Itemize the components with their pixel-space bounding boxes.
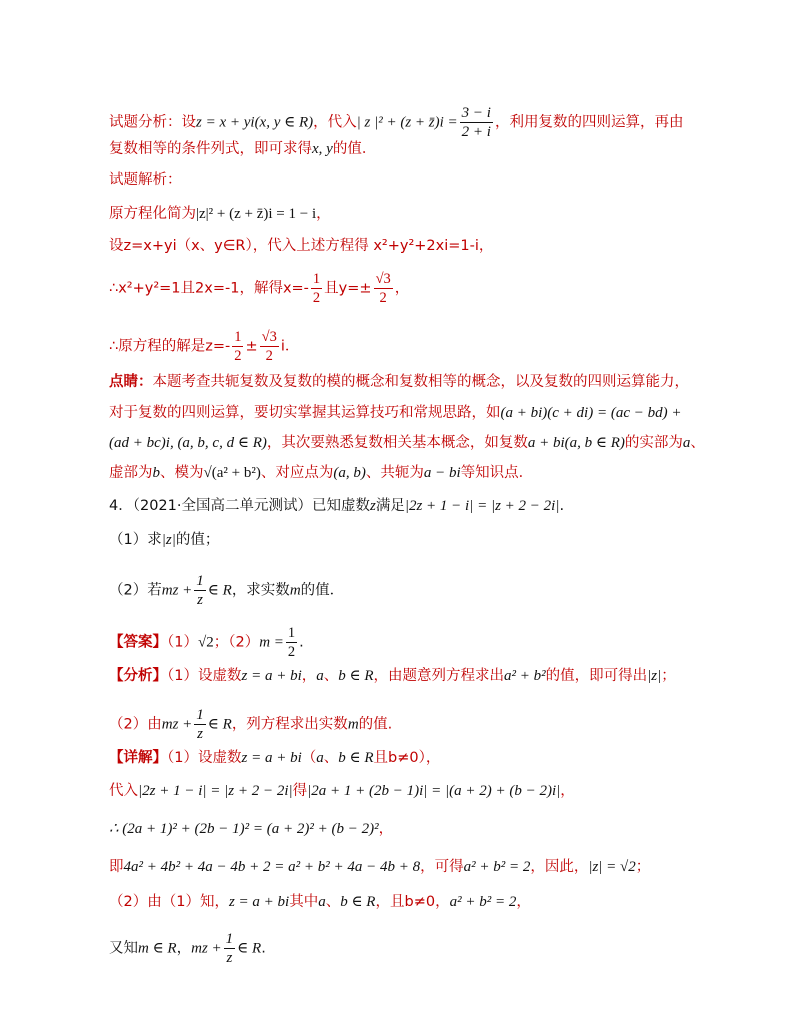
analysis-line-1: 试题分析：设z = x + yi(x, y ∈ R)，代入| z |² + (z + z̄)i = $\frac{3 - i}{2 + i}$ ，利用复数的四则运算，再由: [109, 105, 684, 140]
problem-number: 4．: [109, 498, 133, 514]
formula: z = x + yi(x, y ∈ R): [196, 114, 314, 131]
comment-line-2: 对于复数的四则运算，要切实掌握其运算技巧和常规思路，如(a + bi)(c + di) = (ac − bd) +: [109, 405, 682, 421]
solution-label: 试题解析：: [109, 172, 182, 188]
formula: |z|² + (z + z̄)i = 1 − i: [196, 206, 317, 222]
analysis2-line-2: （2）由mz + $\frac{1}{z}$ ∈ R，列方程求出实数m的值.: [109, 707, 393, 742]
problem-q1: （1）求|z|的值；: [109, 532, 220, 548]
fraction: $\frac{1}{z}$: [196, 573, 204, 608]
detail-label: 【详解】: [109, 750, 167, 766]
problem-stem: 4．（2021·全国高二单元测试）已知虚数z满足|2z + 1 − i| = |z + 2 − 2i|.: [109, 498, 565, 514]
detail-line-4: 即4a² + 4b² + 4a − 4b + 2 = a² + b² + 4a − 4b + 8，可得a² + b² = 2，因此，|z| = √2；: [109, 859, 651, 875]
fraction: $\frac{1}{z}$: [196, 707, 204, 742]
detail-line-5: （2）由（1）知，z = a + bi其中a、b ∈ R，且b≠0，a² + b² = 2，: [109, 894, 531, 910]
comment-line-4: 虚部为b、模为√(a² + b²)、对应点为(a, b)、共轭为a − bi等知识点．: [109, 465, 534, 481]
fraction: $\frac{3 - i}{2 + i}$: [461, 105, 491, 140]
detail-line-1: 【详解】（1）设虚数z = a + bi（a、b ∈ R且b≠0），: [109, 750, 441, 766]
detail-line-2: 代入|2z + 1 − i| = |z + 2 − 2i|得|2a + 1 + (2b − 1)i| = |(a + 2) + (b − 2)i|，: [109, 783, 575, 799]
formula: (ad + bc)i, (a, b, c, d ∈ R): [109, 435, 267, 451]
fraction: $\frac{1}{2}$: [312, 271, 321, 306]
solution-line-4: ∴原方程的解是z=- $\frac{1}{2}$ ± $\frac{√3}{2}$ i．: [109, 329, 300, 364]
answer-line: 【答案】（1）√2；（2）m = $\frac{1}{2}$ .: [109, 625, 304, 660]
solution-line-2: 设z=x+yi（x、y∈R），代入上述方程得 x²+y²+2xi=1-i，: [109, 238, 494, 254]
answer-label: 【答案】: [109, 634, 167, 651]
analysis-line-2: 复数相等的条件列式，即可求得x, y的值．: [109, 141, 377, 157]
fraction: $\frac{1}{2}$: [287, 625, 296, 660]
detail-line-6: 又知m ∈ R，mz + $\frac{1}{z}$ ∈ R.: [109, 931, 266, 966]
analysis2-label: 【分析】: [109, 668, 167, 684]
detail-line-3: ∴ (2a + 1)² + (2b − 1)² = (a + 2)² + (b − 2)²，: [109, 821, 394, 837]
comment-line-3: (ad + bc)i, (a, b, c, d ∈ R)，其次要熟悉复数相关基本概念，如复数a + bi(a, b ∈ R)的实部为a、: [109, 435, 705, 451]
fraction: $\frac{√3}{2}$: [375, 271, 391, 306]
fraction: $\frac{1}{z}$: [225, 931, 234, 966]
problem-q2: （2）若mz + $\frac{1}{z}$ ∈ R，求实数m的值．: [109, 573, 345, 608]
formula: (a + bi)(c + di) = (ac − bd) +: [500, 405, 682, 421]
solution-line-3: ∴x²+y²=1且2x=-1，解得x=- $\frac{1}{2}$ 且y=± $\frac{√3}{2}$ ，: [109, 271, 410, 306]
solution-line-1: 原方程化简为|z|² + (z + z̄)i = 1 − i，: [109, 206, 331, 222]
problem-source: （2021·全国高二单元测试）: [132, 498, 312, 514]
analysis-label: 试题分析：: [109, 114, 182, 131]
formula: |2z + 1 − i| = |z + 2 − 2i|: [404, 498, 560, 514]
formula: | z |² + (z + z̄)i =: [356, 114, 458, 131]
analysis2-line-1: 【分析】（1）设虚数z = a + bi，a、b ∈ R，由题意列方程求出a² + b²的值，即可得出|z|；: [109, 668, 676, 684]
fraction: $\frac{1}{2}$: [234, 329, 242, 364]
comment-label: 点睛：: [109, 374, 153, 390]
fraction: $\frac{√3}{2}$: [261, 329, 277, 364]
comment-line-1: 点睛：本题考查共轭复数及复数的模的概念和复数相等的概念，以及复数的四则运算能力，: [109, 374, 689, 390]
